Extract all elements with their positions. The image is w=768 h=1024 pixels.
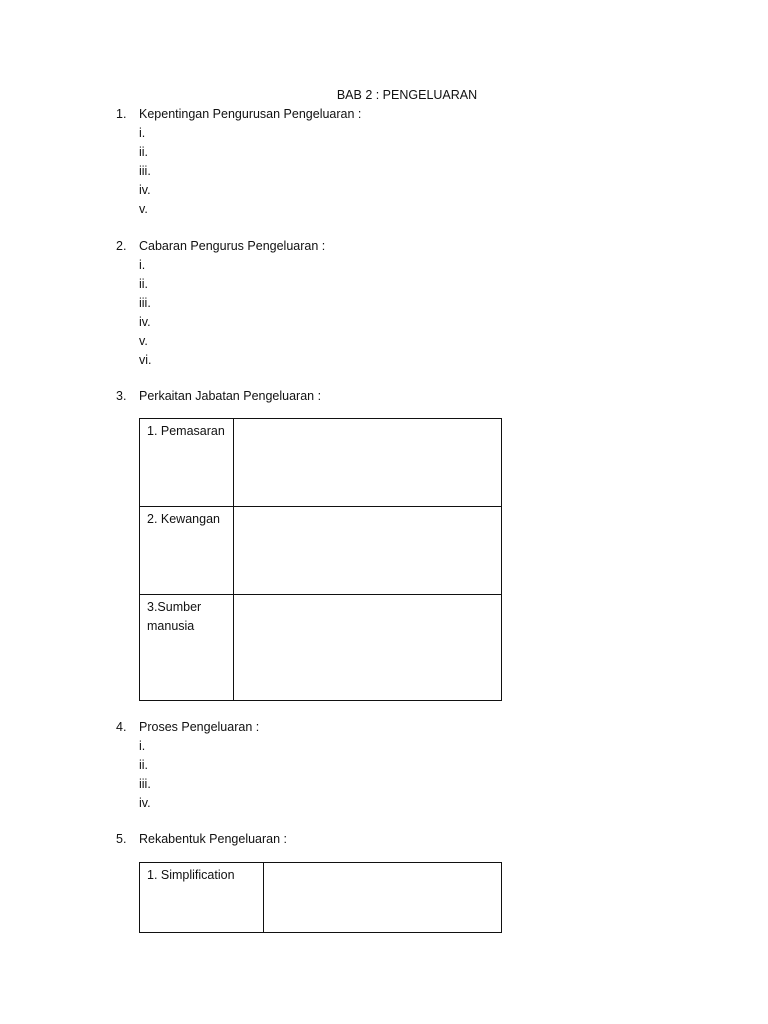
design-table	[139, 862, 502, 933]
section-4-item: i.	[139, 739, 146, 753]
table-answer-cell[interactable]	[234, 507, 502, 595]
section-2-heading: Cabaran Pengurus Pengeluaran :	[139, 239, 326, 253]
section-1-item: iii.	[139, 164, 151, 178]
table-row	[140, 595, 502, 701]
table-label-cell	[140, 507, 234, 595]
section-2-number: 2.	[116, 239, 127, 253]
section-1-item: v.	[139, 202, 148, 216]
section-2-item: v.	[139, 334, 148, 348]
section-1-item: ii.	[139, 145, 149, 159]
section-3-heading: Perkaitan Jabatan Pengeluaran :	[139, 389, 322, 403]
section-2-item: i.	[139, 258, 146, 272]
cell-label: 1. Pemasaran	[147, 424, 225, 438]
section-4-number: 4.	[116, 720, 127, 734]
section-4-item: ii.	[139, 758, 149, 772]
table-answer-cell[interactable]	[234, 419, 502, 507]
cell-label: 1. Simplification	[147, 868, 235, 882]
section-1-item: i.	[139, 126, 146, 140]
section-5-heading: Rekabentuk Pengeluaran :	[139, 832, 288, 846]
section-3-number: 3.	[116, 389, 127, 403]
department-relation-table	[139, 418, 502, 701]
cell-value	[264, 863, 501, 866]
section-2-item: ii.	[139, 277, 149, 291]
table-label-cell	[140, 863, 264, 933]
section-1-heading: Kepentingan Pengurusan Pengeluaran :	[139, 107, 362, 121]
cell-label: 3.Sumber manusia	[147, 600, 202, 633]
table-row	[140, 419, 502, 507]
document-title: BAB 2 : PENGELUARAN	[336, 88, 478, 102]
table-label-cell	[140, 595, 234, 701]
section-1-number: 1.	[116, 107, 127, 121]
section-2-item: iv.	[139, 315, 151, 329]
table-answer-cell[interactable]	[264, 863, 502, 933]
section-2-item: vi.	[139, 353, 152, 367]
cell-value	[234, 419, 501, 422]
section-4-item: iii.	[139, 777, 151, 791]
section-2-item: iii.	[139, 296, 151, 310]
section-5-number: 5.	[116, 832, 127, 846]
table-label-cell	[140, 419, 234, 507]
table-row	[140, 863, 502, 933]
cell-value	[234, 507, 501, 510]
section-4-heading: Proses Pengeluaran :	[139, 720, 260, 734]
cell-label: 2. Kewangan	[147, 512, 220, 526]
table-row	[140, 507, 502, 595]
section-4-item: iv.	[139, 796, 151, 810]
table-answer-cell[interactable]	[234, 595, 502, 701]
cell-value	[234, 595, 501, 598]
section-1-item: iv.	[139, 183, 151, 197]
